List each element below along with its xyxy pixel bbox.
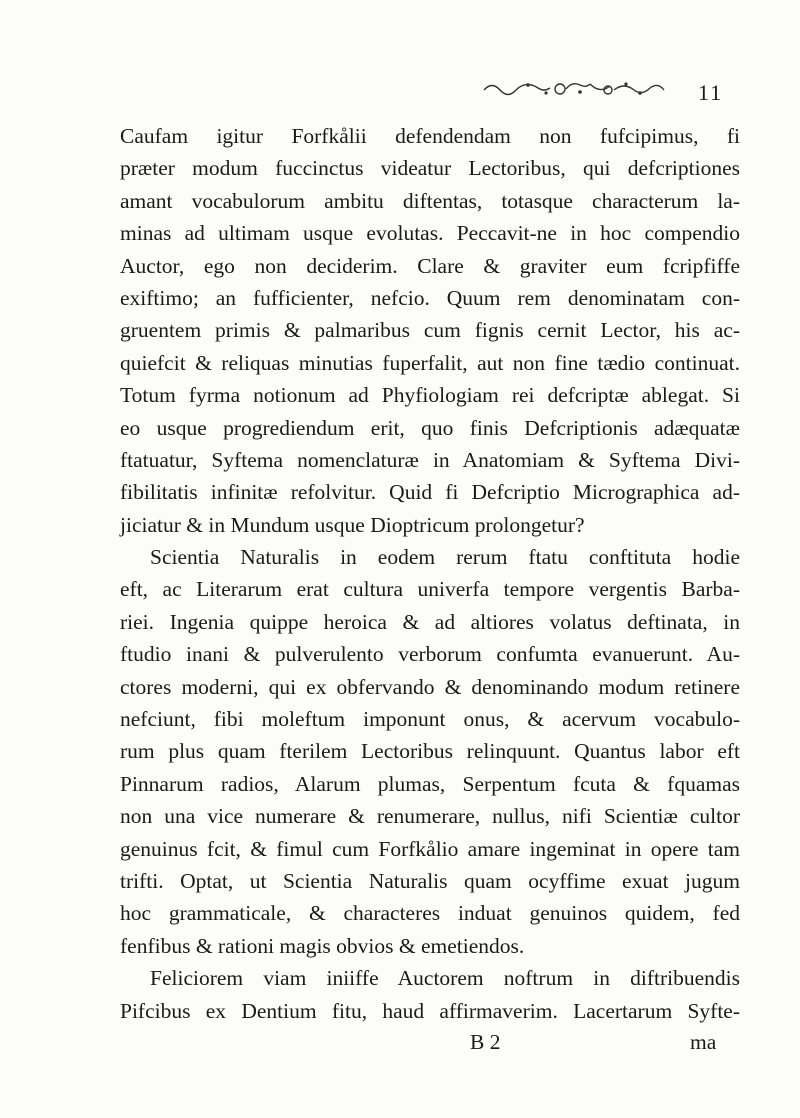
- signature-mark: B 2: [470, 1030, 501, 1054]
- page-header: [0, 78, 800, 108]
- text-line: quiefcit & reliquas minutias fuperfalit, aut non fine tædio continuat.: [120, 350, 740, 375]
- page-number: 11: [698, 80, 724, 105]
- paragraph-end-line: fenfibus & rationi magis obvios & emetiendos.: [120, 933, 525, 958]
- paragraph-end-line: jiciatur & in Mundum usque Dioptricum prolongetur?: [120, 512, 585, 537]
- printers-ornament-icon: [480, 78, 670, 100]
- text-line: Pinnarum radios, Alarum plumas, Serpentum fcuta & fquamas: [120, 771, 740, 796]
- catchword: ma: [690, 1030, 717, 1054]
- paragraph-start-line: Feliciorem viam iniiffe Auctorem noftrum in diftribuendis: [150, 966, 740, 991]
- text-line: Caufam igitur Forfkålii defendendam non fufcipimus, fi: [120, 124, 740, 148]
- text-line: amant vocabulorum ambitu diftentas, totasque characterum la-: [120, 188, 740, 213]
- page-body: [120, 120, 740, 1027]
- text-line: præter modum fuccinctus videatur Lectoribus, qui defcriptiones: [120, 156, 740, 181]
- text-line: gruentem primis & palmaribus cum fignis cernit Lector, his ac-: [120, 318, 740, 343]
- text-line: exiftimo; an fufficienter, nefcio. Quum rem denominatam con-: [120, 285, 740, 310]
- text-line: genuinus fcit, & fimul cum Forfkålio amare ingeminat in opere tam: [120, 836, 740, 861]
- text-line: riei. Ingenia quippe heroica & ad altiores volatus deftinata, in: [120, 609, 740, 634]
- text-line: trifti. Optat, ut Scientia Naturalis quam ocyffime exuat jugum: [120, 868, 740, 893]
- text-line: Auctor, ego non deciderim. Clare & graviter eum fcripfiffe: [120, 253, 740, 278]
- text-line: eo usque progrediendum erit, quo finis Defcriptionis adæquatæ: [120, 415, 740, 440]
- text-line: minas ad ultimam usque evolutas. Peccavit-ne in hoc compendio: [120, 221, 740, 246]
- text-line: nefciunt, fibi moleftum imponunt onus, & acervum vocabulo-: [120, 707, 740, 732]
- text-line: Pifcibus ex Dentium fitu, haud affirmaverim. Lacertarum Syfte-: [120, 998, 740, 1023]
- text-line: non una vice numerare & renumerare, nullus, nifi Scientiæ cultor: [120, 804, 740, 829]
- paragraph-start-line: Scientia Naturalis in eodem rerum ftatu conftituta hodie: [150, 545, 740, 570]
- page-footer: [0, 1030, 800, 1064]
- text-line: eft, ac Literarum erat cultura univerfa tempore vergentis Barba-: [120, 577, 740, 602]
- text-line: ctores moderni, qui ex obfervando & denominando modum retinere: [120, 674, 740, 699]
- text-line: ftudio inani & pulverulento verborum confumta evanuerunt. Au-: [120, 642, 740, 667]
- text-line: hoc grammaticale, & characteres induat genuinos quidem, fed: [120, 901, 740, 926]
- text-line: rum plus quam fterilem Lectoribus relinquunt. Quantus labor eft: [120, 739, 740, 764]
- text-line: fibilitatis infinitæ refolvitur. Quid fi Defcriptio Micrographica ad-: [120, 480, 740, 505]
- text-line: ftatuatur, Syftema nomenclaturæ in Anatomiam & Syftema Divi-: [120, 447, 740, 472]
- text-line: Totum fyrma notionum ad Phyfiologiam rei defcriptæ ablegat. Si: [120, 383, 740, 408]
